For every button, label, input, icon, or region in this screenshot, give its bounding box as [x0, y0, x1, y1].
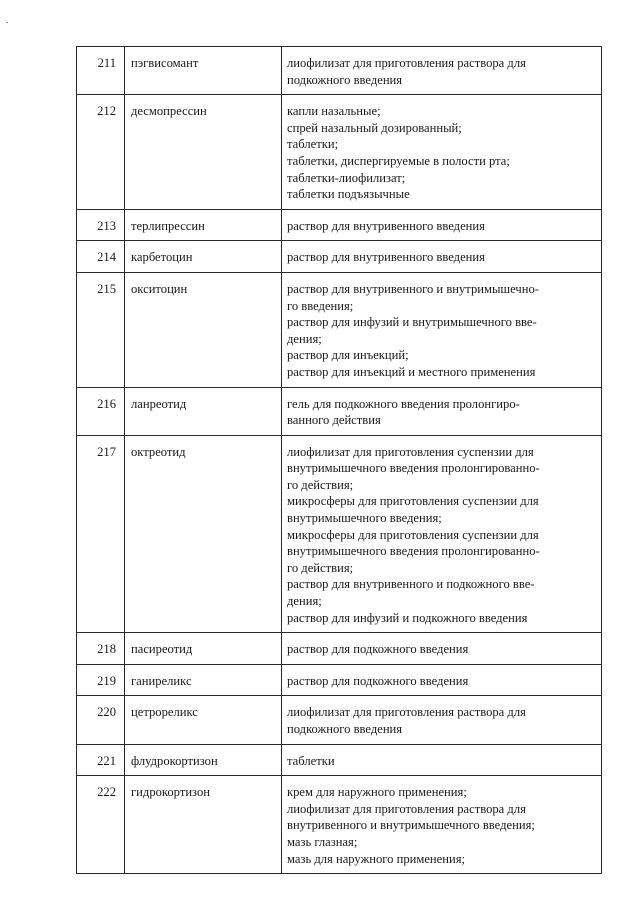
scan-speck: [6, 22, 8, 23]
dosage-form-line: раствор для внутривенного введения: [287, 250, 485, 265]
dosage-form-line: спрей назальный дозированный;: [287, 120, 462, 135]
dosage-form-line: лиофилизат для приготовления раствора для: [287, 705, 526, 720]
table-row: [77, 47, 602, 95]
dosage-form-line: ванного действия: [287, 413, 381, 428]
row-number: 214: [77, 241, 125, 273]
dosage-form-line: раствор для инфузий и подкожного введения: [287, 610, 528, 625]
row-number: 220: [77, 696, 125, 744]
drug-name: десмопрессин: [125, 95, 282, 210]
drug-table-body: [77, 47, 602, 874]
table-row: [77, 95, 602, 210]
dosage-form-line: таблетки, диспергируемые в полости рта;: [287, 153, 510, 168]
dosage-forms: [282, 664, 602, 696]
dosage-forms: [282, 95, 602, 210]
dosage-form-line: таблетки;: [287, 137, 339, 152]
dosage-forms: [282, 776, 602, 874]
table-row: [77, 241, 602, 273]
dosage-forms: [282, 744, 602, 776]
dosage-form-line: таблетки-лиофилизат;: [287, 170, 406, 185]
table-row: [77, 633, 602, 665]
drug-name: пасиреотид: [125, 633, 282, 665]
dosage-form-line: раствор для инъекций и местного применения: [287, 364, 536, 379]
dosage-form-line: го введения;: [287, 298, 354, 313]
drug-name: окситоцин: [125, 272, 282, 387]
drug-name: карбетоцин: [125, 241, 282, 273]
dosage-form-line: внутримышечного введения пролонгированно-: [287, 461, 540, 476]
row-number: 213: [77, 209, 125, 241]
dosage-form-line: раствор для подкожного введения: [287, 673, 469, 688]
dosage-form-line: раствор для подкожного введения: [287, 642, 469, 657]
table-row: [77, 387, 602, 435]
dosage-form-line: лиофилизат для приготовления суспензии для: [287, 444, 534, 459]
dosage-form-line: раствор для внутривенного и внутримышечно-: [287, 281, 539, 296]
row-number: 221: [77, 744, 125, 776]
drug-table: [76, 46, 602, 874]
dosage-form-line: раствор для инъекций;: [287, 348, 409, 363]
dosage-form-line: внутримышечного введения;: [287, 511, 442, 526]
drug-name: терлипрессин: [125, 209, 282, 241]
row-number: 215: [77, 272, 125, 387]
dosage-form-line: дения;: [287, 594, 322, 609]
dosage-forms: [282, 47, 602, 95]
table-row: [77, 744, 602, 776]
dosage-form-line: лиофилизат для приготовления раствора для: [287, 56, 526, 70]
table-row: [77, 272, 602, 387]
row-number: 211: [77, 47, 125, 95]
dosage-forms: [282, 633, 602, 665]
row-number: 222: [77, 776, 125, 874]
dosage-form-line: подкожного введения: [287, 72, 403, 87]
table-row: [77, 664, 602, 696]
dosage-forms: [282, 435, 602, 633]
dosage-forms: [282, 272, 602, 387]
dosage-form-line: крем для наружного применения;: [287, 785, 467, 800]
dosage-forms: [282, 241, 602, 273]
dosage-form-line: таблетки: [287, 753, 335, 768]
dosage-form-line: мазь глазная;: [287, 834, 358, 849]
drug-name: гидрокортизон: [125, 776, 282, 874]
dosage-forms: [282, 387, 602, 435]
row-number: 216: [77, 387, 125, 435]
dosage-form-line: внутримышечного введения пролонгированно-: [287, 544, 540, 559]
dosage-form-line: мазь для наружного применения;: [287, 851, 466, 866]
row-number: 217: [77, 435, 125, 633]
dosage-form-line: го действия;: [287, 477, 354, 492]
dosage-form-line: микросферы для приготовления суспензии для: [287, 527, 539, 542]
dosage-form-line: раствор для инфузий и внутримышечного вве-: [287, 315, 537, 330]
dosage-forms: [282, 209, 602, 241]
table-row: [77, 209, 602, 241]
dosage-form-line: лиофилизат для приготовления раствора для: [287, 801, 526, 816]
dosage-form-line: таблетки подъязычные: [287, 187, 410, 202]
table-row: [77, 696, 602, 744]
dosage-form-line: подкожного введения: [287, 722, 403, 736]
dosage-form-line: дения;: [287, 331, 322, 346]
dosage-form-line: гель для подкожного введения пролонгиро-: [287, 396, 520, 411]
dosage-forms: [282, 696, 602, 744]
drug-name: флудрокортизон: [125, 744, 282, 776]
row-number: 218: [77, 633, 125, 665]
drug-name: пэгвисомант: [125, 47, 282, 95]
drug-name: октреотид: [125, 435, 282, 633]
dosage-form-line: капли назальные;: [287, 104, 381, 119]
dosage-form-line: го действия;: [287, 560, 354, 575]
dosage-form-line: раствор для внутривенного введения: [287, 218, 485, 233]
table-row: [77, 435, 602, 633]
table-row: [77, 776, 602, 874]
drug-name: ганиреликс: [125, 664, 282, 696]
dosage-form-line: микросферы для приготовления суспензии для: [287, 494, 539, 509]
dosage-form-line: раствор для внутривенного и подкожного вве-: [287, 577, 535, 592]
dosage-form-line: внутривенного и внутримышечного введения;: [287, 818, 535, 833]
drug-name: цетрореликс: [125, 696, 282, 744]
row-number: 219: [77, 664, 125, 696]
row-number: 212: [77, 95, 125, 210]
drug-name: ланреотид: [125, 387, 282, 435]
